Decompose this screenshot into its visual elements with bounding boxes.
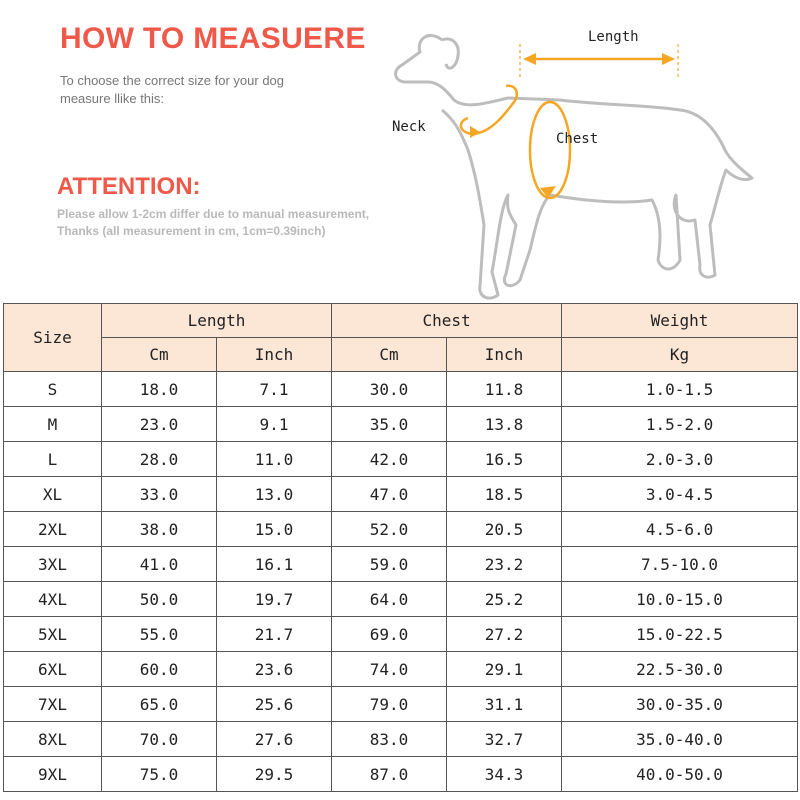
length-inch-cell: 7.1 <box>217 372 332 407</box>
table-row <box>4 722 798 757</box>
size-cell: 6XL <box>4 652 102 687</box>
chest-inch-cell: 31.1 <box>447 687 562 722</box>
attention-note-line-2: Thanks (all measurement in cm, 1cm=0.39inch) <box>57 224 326 238</box>
chest-cm-cell: 69.0 <box>332 617 447 652</box>
chest-cm-header: Cm <box>332 338 447 372</box>
weight-kg-cell: 1.5-2.0 <box>562 407 798 442</box>
chest-cm-cell: 83.0 <box>332 722 447 757</box>
table-row <box>4 757 798 792</box>
instructions-line-2: measure llike this: <box>60 91 165 106</box>
weight-kg-cell: 40.0-50.0 <box>562 757 798 792</box>
table-row <box>4 582 798 617</box>
length-cm-cell: 38.0 <box>102 512 217 547</box>
length-inch-cell: 25.6 <box>217 687 332 722</box>
weight-kg-header: Kg <box>562 338 798 372</box>
size-cell: 9XL <box>4 757 102 792</box>
page-title: HOW TO MEASUERE <box>60 22 366 55</box>
attention-note-line-1: Please allow 1-2cm differ due to manual measurement, <box>57 207 370 221</box>
length-arrowhead-left <box>523 53 536 65</box>
table-row <box>4 372 798 407</box>
weight-kg-cell: 2.0-3.0 <box>562 442 798 477</box>
dog-measurement-diagram <box>380 10 790 305</box>
table-row <box>4 652 798 687</box>
weight-kg-cell: 10.0-15.0 <box>562 582 798 617</box>
length-inch-cell: 16.1 <box>217 547 332 582</box>
chest-column-header: Chest <box>332 304 562 338</box>
size-chart-body <box>4 372 798 792</box>
size-cell: 7XL <box>4 687 102 722</box>
chest-inch-cell: 13.8 <box>447 407 562 442</box>
size-cell: L <box>4 442 102 477</box>
size-cell: 3XL <box>4 547 102 582</box>
length-cm-header: Cm <box>102 338 217 372</box>
chest-inch-cell: 25.2 <box>447 582 562 617</box>
attention-heading: ATTENTION: <box>57 173 201 200</box>
chest-cm-cell: 79.0 <box>332 687 447 722</box>
chest-cm-cell: 47.0 <box>332 477 447 512</box>
size-cell: S <box>4 372 102 407</box>
chest-cm-cell: 64.0 <box>332 582 447 617</box>
length-label: Length <box>588 29 639 45</box>
weight-kg-cell: 35.0-40.0 <box>562 722 798 757</box>
weight-kg-cell: 3.0-4.5 <box>562 477 798 512</box>
length-inch-cell: 9.1 <box>217 407 332 442</box>
chest-cm-cell: 42.0 <box>332 442 447 477</box>
weight-kg-cell: 22.5-30.0 <box>562 652 798 687</box>
chest-cm-cell: 52.0 <box>332 512 447 547</box>
length-cm-cell: 65.0 <box>102 687 217 722</box>
length-cm-cell: 75.0 <box>102 757 217 792</box>
table-row <box>4 477 798 512</box>
length-cm-cell: 41.0 <box>102 547 217 582</box>
size-cell: 5XL <box>4 617 102 652</box>
size-cell: M <box>4 407 102 442</box>
chest-inch-cell: 29.1 <box>447 652 562 687</box>
chest-measure-loop <box>530 102 570 198</box>
table-row <box>4 687 798 722</box>
length-inch-cell: 19.7 <box>217 582 332 617</box>
chest-inch-cell: 27.2 <box>447 617 562 652</box>
dog-ear-outline <box>442 39 458 68</box>
length-cm-cell: 50.0 <box>102 582 217 617</box>
chest-inch-cell: 18.5 <box>447 477 562 512</box>
length-cm-cell: 55.0 <box>102 617 217 652</box>
length-inch-cell: 21.7 <box>217 617 332 652</box>
length-inch-cell: 29.5 <box>217 757 332 792</box>
length-inch-cell: 23.6 <box>217 652 332 687</box>
size-column-header: Size <box>4 304 102 372</box>
chest-cm-cell: 87.0 <box>332 757 447 792</box>
size-chart-table <box>3 303 798 792</box>
chest-inch-cell: 16.5 <box>447 442 562 477</box>
size-cell: 2XL <box>4 512 102 547</box>
instructions-line-1: To choose the correct size for your dog <box>60 73 285 88</box>
length-cm-cell: 23.0 <box>102 407 217 442</box>
length-cm-cell: 18.0 <box>102 372 217 407</box>
chest-inch-cell: 11.8 <box>447 372 562 407</box>
table-row <box>4 407 798 442</box>
length-column-header: Length <box>102 304 332 338</box>
chest-inch-cell: 20.5 <box>447 512 562 547</box>
length-cm-cell: 33.0 <box>102 477 217 512</box>
length-cm-cell: 28.0 <box>102 442 217 477</box>
length-arrowhead-right <box>662 53 675 65</box>
chest-inch-cell: 34.3 <box>447 757 562 792</box>
size-cell: XL <box>4 477 102 512</box>
table-row <box>4 512 798 547</box>
measure-instructions <box>60 72 340 108</box>
weight-kg-cell: 15.0-22.5 <box>562 617 798 652</box>
table-row <box>4 617 798 652</box>
weight-column-header: Weight <box>562 304 798 338</box>
size-cell: 8XL <box>4 722 102 757</box>
weight-kg-cell: 4.5-6.0 <box>562 512 798 547</box>
weight-kg-cell: 1.0-1.5 <box>562 372 798 407</box>
length-inch-cell: 11.0 <box>217 442 332 477</box>
chest-cm-cell: 59.0 <box>332 547 447 582</box>
table-row <box>4 442 798 477</box>
attention-note <box>57 206 417 240</box>
weight-kg-cell: 7.5-10.0 <box>562 547 798 582</box>
dog-outline <box>396 36 752 299</box>
chest-inch-header: Inch <box>447 338 562 372</box>
table-header-row <box>4 304 798 338</box>
table-unit-row <box>4 338 798 372</box>
length-cm-cell: 70.0 <box>102 722 217 757</box>
length-inch-cell: 13.0 <box>217 477 332 512</box>
chest-cm-cell: 30.0 <box>332 372 447 407</box>
chest-cm-cell: 74.0 <box>332 652 447 687</box>
neck-arrowhead <box>470 126 480 138</box>
chest-label: Chest <box>556 131 599 147</box>
chest-inch-cell: 32.7 <box>447 722 562 757</box>
neck-label: Neck <box>392 119 426 135</box>
length-inch-cell: 15.0 <box>217 512 332 547</box>
neck-measure-loop <box>461 86 517 134</box>
weight-kg-cell: 30.0-35.0 <box>562 687 798 722</box>
chest-inch-cell: 23.2 <box>447 547 562 582</box>
length-inch-header: Inch <box>217 338 332 372</box>
table-row <box>4 547 798 582</box>
size-cell: 4XL <box>4 582 102 617</box>
length-cm-cell: 60.0 <box>102 652 217 687</box>
length-inch-cell: 27.6 <box>217 722 332 757</box>
chest-cm-cell: 35.0 <box>332 407 447 442</box>
